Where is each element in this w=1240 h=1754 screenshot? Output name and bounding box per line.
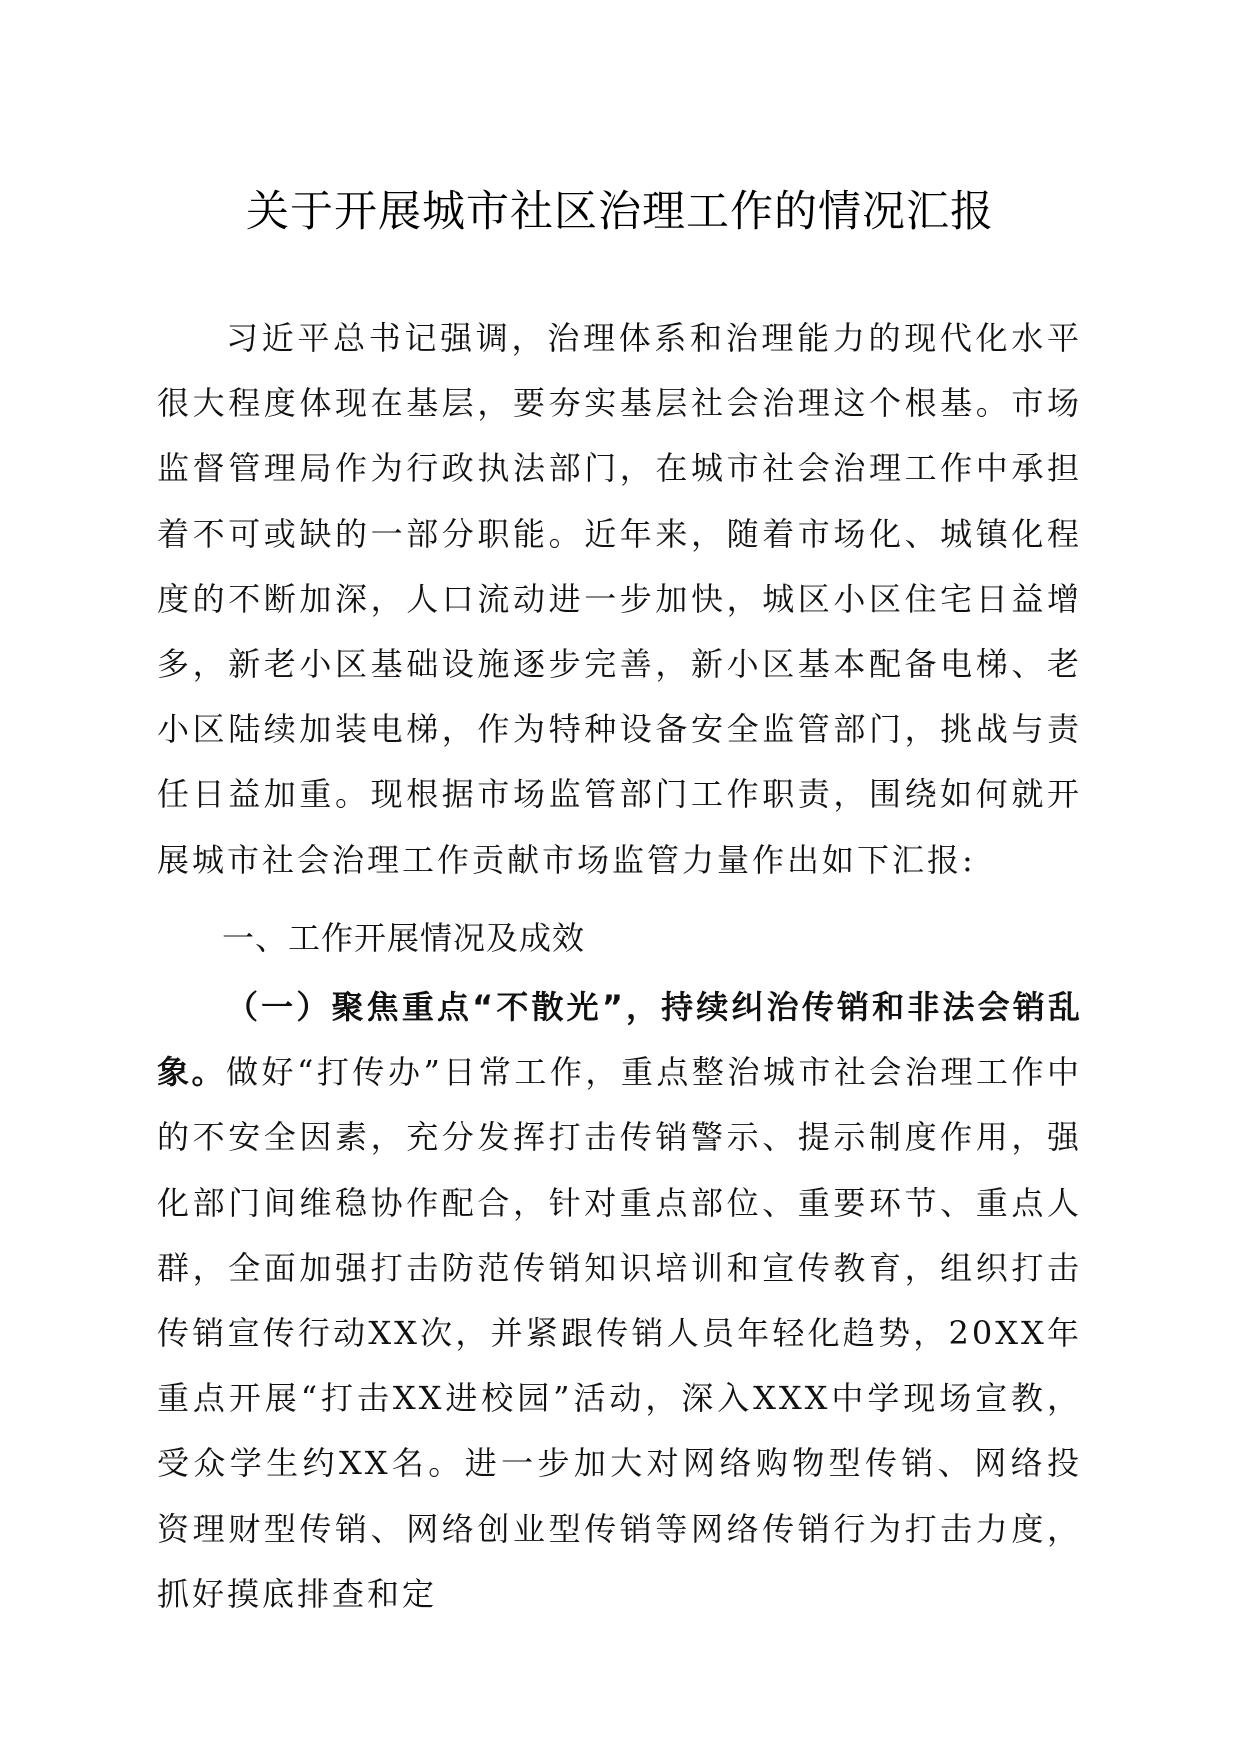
subsection-paragraph-1	[157, 975, 1082, 1627]
subsection-lead-1: （一）聚焦重点“不散光”，持续纠治传销和非法会销乱象。	[157, 988, 1082, 1092]
document-title: 关于开展城市社区治理工作的情况汇报	[246, 187, 994, 237]
intro-paragraph: 习近平总书记强调，治理体系和治理能力的现代化水平很大程度体现在基层，要夯实基层社会治理这个根基。市场监督管理局作为行政执法部门，在城市社会治理工作中承担着不可或缺的一部分职能。近年来，随着市场化、城镇化程度的不断加深，人口流动进一步加快，城区小区住宅日益增多，新老小区基础设施逐步完善，新小区基本配备电梯、老小区陆续加装电梯，作为特种设备安全监管部门，挑战与责任日益加重。现根据市场监管部门工作职责，围绕如何就开展城市社会治理工作贡献市场监管力量作出如下汇报:	[157, 319, 1082, 879]
subsection-text-1: 做好“打传办”日常工作，重点整治城市社会治理工作中的不安全因素，充分发挥打击传销警示、提示制度作用，强化部门间维稳协作配合，针对重点部位、重要环节、重点人群，全面加强打击防范传销知识培训和宣传教育，组织打击传销宣传行动XX次，并紧跟传销人员年轻化趋势，20XX年重点开展“打击XX进校园”活动，深入XXX中学现场宣教，受众学生约XX名。进一步加大对网络购物型传销、网络投资理财型传销、网络创业型传销等网络传销行为打击力度，抓好摸底排查和定	[157, 1053, 1082, 1613]
section-heading-1: 一、工作开展情况及成效	[222, 919, 586, 957]
